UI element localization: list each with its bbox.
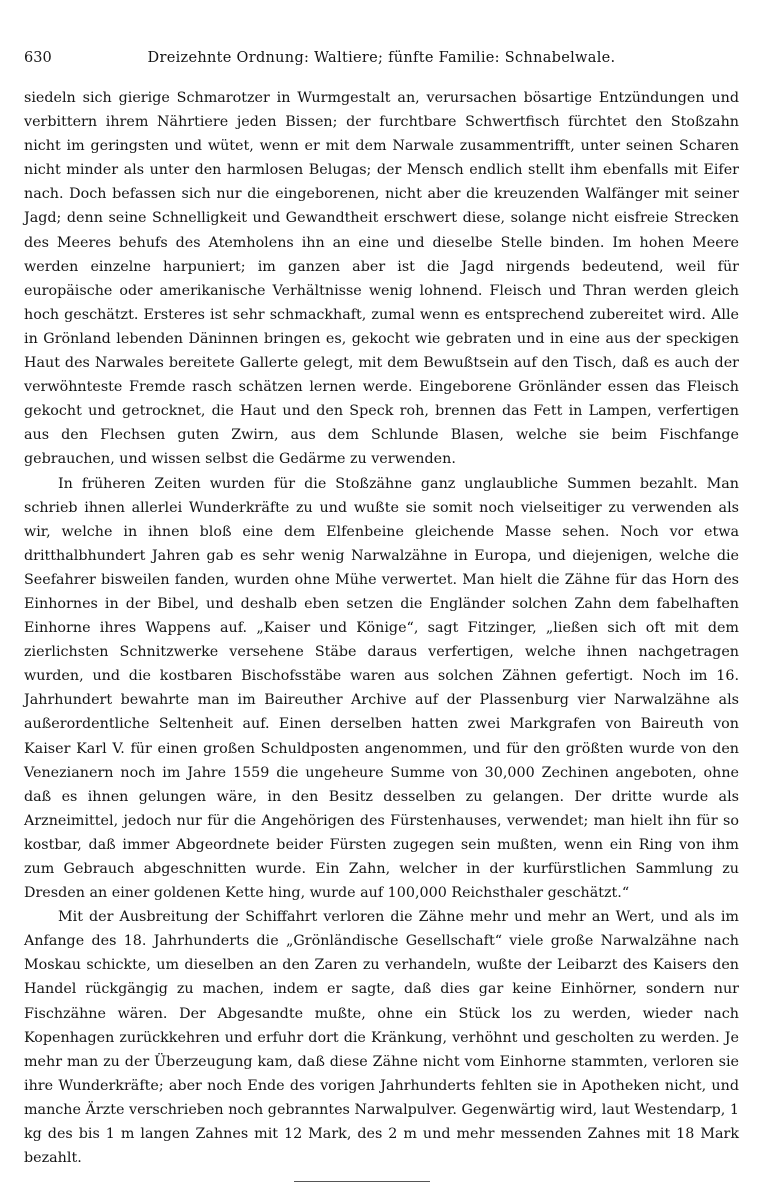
paragraph-2: In früheren Zeiten wurden für die Stoßzähne ganz unglaubliche Summen bezahlt. Man schrieb ihnen allerlei Wunderkräfte zu und wußte sie somit noch vielseitiger zu verwenden als wir, welche in ihnen bloß eine dem Elfenbeine gleichende Masse sehen. Noch vor etwa dritthalbhundert Jahren gab es sehr wenig Narwalzähne in Europa, und diejenigen, welche die Seefahrer bisweilen fanden, wurden ohne Mühe verwertet. Man hielt die Zähne für das Horn des Einhornes in der Bibel, und deshalb eben setzen die Engländer solchen Zahn dem fabelhaften Einhorne ihres Wappens auf. „Kaiser und Könige“, sagt Fitzinger, „ließen sich oft mit dem zierlichsten Schnitzwerke versehene Stäbe daraus verfertigen, welche ihnen nachgetragen wurden, und die kostbaren Bischofsstäbe waren aus solchen Zähnen gefertigt. Noch im 16. Jahrhundert bewahrte man im Baireuther Archive auf der Plassenburg vier Narwalzähne als außerordentliche Seltenheit auf. Einen derselben hatten zwei Markgrafen von Baireuth von Kaiser Karl V. für einen großen Schuldposten angenommen, und für den größten wurde von den Venezianern noch im Jahre 1559 die ungeheure Summe von 30,000 Zechinen angeboten, ohne daß es ihnen gelungen wäre, in den Besitz desselben zu gelangen. Der dritte wurde als Arzneimittel, jedoch nur für die Angehörigen des Fürstenhauses, verwendet; man hielt ihn für so kostbar, daß immer Abgeordnete beider Fürsten zugegen sein mußten, wenn ein Ring von ihm zum Gebrauch abgeschnitten wurde. Ein Zahn, welcher in der kurfürstlichen Sammlung zu Dresden an einer goldenen Kette hing, wurde auf 100,000 Reichsthaler geschätzt.“ bbox=[24, 475, 739, 902]
page-number: 630 bbox=[24, 50, 52, 66]
paragraph-1: siedeln sich gierige Schmarotzer in Wurmgestalt an, verursachen bösartige Entzündungen und verbittern ihrem Nährtiere jeden Bissen; der furchtbare Schwertfisch fürchtet den Stoßzahn nicht im geringsten und wütet, wenn er mit dem Narwale zusammentrifft, unter seinen Scharen nicht minder als unter den harmlosen Belugas; der Mensch endlich stellt ihm ebenfalls mit Eifer nach. Doch befassen sich nur die eingeborenen, nicht aber die kreuzenden Walfänger mit seiner Jagd; denn seine Schnelligkeit und Gewandtheit erschwert diese, solange nicht eisfreie Strecken des Meeres behufs des Atemholens ihn an eine und dieselbe Stelle binden. Im hohen Meere werden einzelne harpuniert; im ganzen aber ist die Jagd nirgends bedeutend, weil für europäische oder amerikanische Verhältnisse wenig lohnend. Fleisch und Thran werden gleich hoch geschätzt. Ersteres ist sehr schmackhaft, zumal wenn es entsprechend zubereitet wird. Alle in Grönland lebenden Däninnen bringen es, gekocht wie gebraten und in eine aus der speckigen Haut des Narwales bereitete Gallerte gelegt, mit dem Bewußtsein auf den Tisch, daß es auch der verwöhnteste Fremde rasch schätzen lernen werde. Eingeborene Grönländer essen das Fleisch gekocht und getrocknet, die Haut und den Speck roh, brennen das Fett in Lampen, verfertigen aus den Flechsen guten Zwirn, aus dem Schlunde Blasen, welche sie beim Fischfange gebrauchen, und wissen selbst die Gedärme zu verwenden. bbox=[24, 90, 739, 468]
page-header bbox=[24, 44, 739, 72]
running-head: Dreizehnte Ordnung: Waltiere; fünfte Familie: Schnabelwale. bbox=[147, 50, 616, 66]
page-body bbox=[24, 86, 739, 1170]
footer-rule bbox=[294, 1181, 430, 1182]
paragraph-3: Mit der Ausbreitung der Schiffahrt verloren die Zähne mehr und mehr an Wert, und als im Anfange des 18. Jahrhunderts die „Grönländische Gesellschaft“ viele große Narwalzähne nach Moskau schickte, um dieselben an den Zaren zu verhandeln, wußte der Leibarzt des Kaisers den Handel rückgängig zu machen, indem er sagte, daß dies gar keine Einhörner, sondern nur Fischzähne wären. Der Abgesandte mußte, ohne ein Stück los zu werden, wieder nach Kopenhagen zurückkehren und erfuhr dort die Kränkung, verhöhnt und gescholten zu werden. Je mehr man zu der Überzeugung kam, daß diese Zähne nicht vom Einhorne stammten, verloren sie ihre Wunderkräfte; aber noch Ende des vorigen Jahrhunderts fehlten sie in Apotheken nicht, und manche Ärzte verschrieben noch gebranntes Narwalpulver. Gegenwärtig wird, laut Westendarp, 1 kg des bis 1 m langen Zahnes mit 12 Mark, des 2 m und mehr messenden Zahnes mit 18 Mark bezahlt. bbox=[24, 909, 739, 1167]
